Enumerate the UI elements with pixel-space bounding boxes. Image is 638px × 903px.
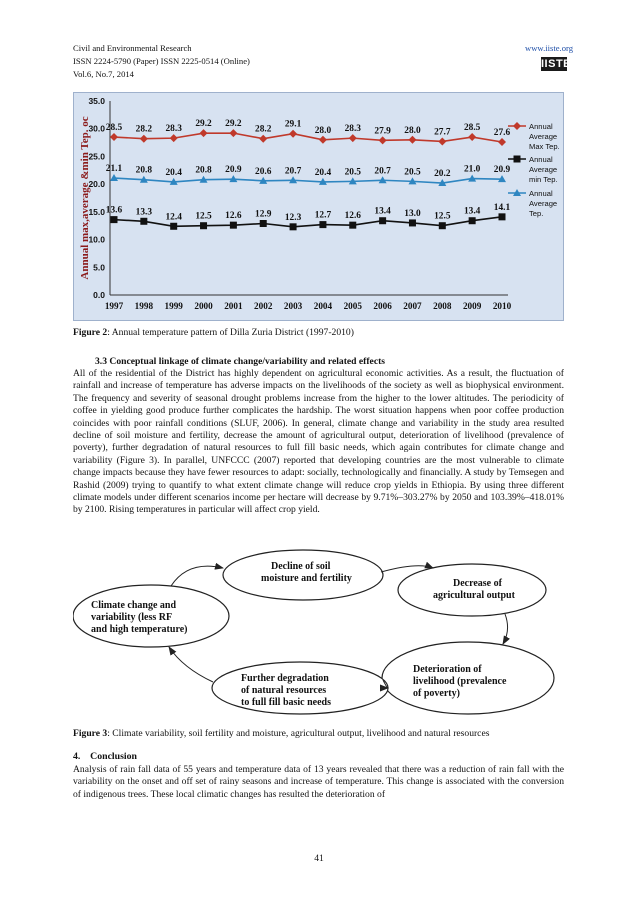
- data-label: 27.7: [434, 127, 451, 138]
- x-tick-label: 2004: [313, 301, 333, 311]
- node-climate-line-1: Climate change and: [91, 600, 176, 611]
- data-label: 27.6: [493, 128, 511, 139]
- series-2-point: [319, 221, 326, 228]
- data-label: 28.3: [165, 124, 182, 135]
- x-tick-label: 2005: [343, 301, 362, 311]
- x-tick-label: 2000: [194, 301, 213, 311]
- node-degradation-line-3: to full fill basic needs: [241, 697, 332, 708]
- conclusion-number: 4.: [73, 751, 81, 762]
- data-label: 12.9: [255, 209, 272, 220]
- figure-3-label: Figure 3: [73, 728, 108, 739]
- data-label: 13.6: [105, 205, 123, 216]
- series-2-point: [290, 223, 297, 230]
- journal-issn: ISSN 2224-5790 (Paper) ISSN 2225-0514 (Online): [73, 56, 250, 66]
- node-decrease-line-2: agricultural output: [433, 590, 515, 601]
- data-label: 20.4: [314, 167, 332, 178]
- y-tick-label: 30.0: [88, 123, 105, 134]
- legend-text-3: Tep.: [529, 209, 544, 218]
- journal-volume: Vol.6, No.7, 2014: [73, 69, 134, 79]
- x-tick-label: 2007: [403, 301, 422, 311]
- y-tick-label: 10.0: [88, 234, 105, 245]
- x-tick-label: 2008: [433, 301, 452, 311]
- journal-url-link[interactable]: www.iiste.org: [525, 43, 573, 53]
- data-label: 28.5: [463, 123, 481, 134]
- data-label: 12.4: [165, 212, 182, 223]
- data-label: 28.0: [314, 125, 332, 136]
- legend-text-2: Annual: [529, 155, 553, 164]
- series-1-point: [140, 135, 148, 143]
- node-deterioration-line-1: Deterioration of: [413, 664, 482, 675]
- data-label: 28.5: [105, 123, 123, 134]
- data-label: 20.7: [284, 166, 302, 177]
- arrow-climate-to-decline: [171, 566, 223, 586]
- conclusion-paragraph: Analysis of rain fall data of 55 years and temperature data of 13 years revealed that there was a reduction of rain fall with the variability on the onset and off set of rainy seasons and increase of temperature. This change is associated with the conversion of indigenous trees. These local climatic changes has resulted the deterioration of: [73, 764, 564, 800]
- data-label: 28.2: [255, 124, 272, 135]
- series-1-point: [438, 137, 446, 145]
- x-tick-label: 2010: [492, 301, 512, 311]
- legend-text-2: min Tep.: [529, 175, 558, 184]
- data-label: 29.1: [284, 119, 302, 130]
- data-label: 20.4: [165, 167, 182, 178]
- x-tick-label: 2009: [462, 301, 482, 311]
- data-label: 12.6: [344, 211, 361, 222]
- data-label: 20.7: [374, 166, 391, 177]
- data-label: 28.2: [135, 124, 153, 135]
- data-label: 20.5: [404, 167, 421, 178]
- arrow-degradation-to-climate: [169, 647, 213, 682]
- series-2-point: [469, 217, 476, 224]
- node-degradation-line-1: Further degradation: [241, 673, 329, 684]
- series-2-point: [200, 222, 207, 229]
- temperature-chart: [73, 92, 564, 321]
- series-2-point: [409, 219, 416, 226]
- data-label: 21.0: [463, 164, 481, 175]
- paragraph-1: All of the residential of the District has highly dependent on agricultural economic activities. As a result, the fluctuation of rainfall and increase of temperature has adverse impacts on the livelihoods of the society as well as biophysical environment. The frequency and severity of seasonal drought problems increase from the higher to the lower altitudes. The periodicity of coffee in yielding good produce further complicates the hardship. The worst situation happens when poor coffee production coincides with poor rainfall conditions (SLUF, 2006). In general, climate change and variability in the study area resulted decline of soil moisture and fertility, decrease the amount of agricultural output, deterioration of livelihood (prevalence of poverty), further degradation of natural resources to full fill basic needs, which again contributes for climate change and variability (Figure 3). In parallel, UNFCCC (2007) reported that developing countries are the most vulnerable to climate change impacts because they have fewer resources to adapt: socially, technologically and financially. A study by Temsegen and Rashid (2009) trying to quantify to what extent climate change will reduce crop yields in Ethiopia. By using three different climate models under different scenarios income per hectare will decrease by 9.71%–303.27% by 2050 and 103.39%–418.01% by 2100. Rising temperatures in particular will affect crop yield.: [73, 368, 564, 516]
- series-1-point: [200, 129, 208, 137]
- data-label: 12.5: [195, 211, 212, 222]
- series-2-point: [260, 220, 267, 227]
- data-label: 13.3: [135, 207, 153, 218]
- y-tick-label: 5.0: [93, 262, 105, 273]
- series-1-point: [229, 129, 237, 137]
- node-decline-line-1: Decline of soil: [271, 561, 331, 572]
- series-1-point: [468, 133, 476, 141]
- node-degradation-line-2: of natural resources: [241, 685, 327, 696]
- legend-marker-2: [514, 156, 521, 163]
- data-label: 29.2: [225, 119, 242, 130]
- legend-text-3: Average: [529, 199, 558, 208]
- node-deterioration-line-3: of poverty): [413, 688, 460, 699]
- climate-linkage-diagram-svg: [73, 548, 564, 716]
- data-label: 13.0: [404, 208, 421, 219]
- series-2-point: [140, 218, 147, 225]
- data-label: 20.2: [434, 169, 451, 180]
- journal-name: Civil and Environmental Research: [73, 43, 192, 53]
- figure-2-caption: [73, 327, 354, 339]
- series-2-point: [439, 222, 446, 229]
- y-tick-label: 25.0: [88, 151, 105, 162]
- data-label: 20.6: [255, 166, 272, 177]
- data-label: 20.5: [344, 167, 361, 178]
- data-label: 28.0: [404, 125, 421, 136]
- series-1-point: [408, 136, 416, 144]
- data-label: 12.6: [225, 211, 242, 222]
- series-1-point: [289, 130, 297, 138]
- section-3-3-title: 3.3 Conceptual linkage of climate change/variability and related effects: [95, 356, 386, 367]
- series-2-point: [170, 223, 177, 230]
- data-label: 20.9: [493, 165, 511, 176]
- data-label: 13.4: [374, 206, 391, 217]
- x-tick-label: 2001: [224, 301, 243, 311]
- x-tick-label: 2003: [283, 301, 303, 311]
- node-climate-line-2: variability (less RF: [91, 612, 173, 623]
- series-1-point: [170, 134, 178, 142]
- y-tick-label: 0.0: [93, 290, 105, 300]
- figure-3-caption-text: : Climate variability, soil fertility and moisture, agricultural output, livelihood and natural resources: [107, 728, 490, 739]
- figure-2-caption-text: : Annual temperature pattern of Dilla Zuria District (1997-2010): [107, 327, 354, 338]
- legend-text-2: Average: [529, 165, 558, 174]
- data-label: 20.9: [225, 165, 242, 176]
- series-1-point: [319, 136, 327, 144]
- legend-text-1: Average: [529, 132, 558, 141]
- series-1-point: [110, 133, 118, 141]
- figure-2-label: Figure 2: [73, 327, 108, 338]
- series-2-point: [230, 222, 237, 229]
- conclusion-heading: [73, 751, 137, 763]
- data-label: 13.4: [463, 206, 481, 217]
- node-decline-line-2: moisture and fertility: [261, 573, 352, 584]
- series-2-point: [499, 213, 506, 220]
- legend-text-1: Max Tep.: [529, 142, 560, 151]
- series-1-point: [498, 138, 506, 146]
- series-2-point: [111, 216, 118, 223]
- data-label: 27.9: [374, 126, 391, 137]
- data-label: 21.1: [105, 164, 123, 175]
- data-label: 28.3: [344, 124, 361, 135]
- y-tick-label: 20.0: [88, 179, 105, 190]
- data-label: 20.8: [135, 165, 153, 176]
- data-label: 12.3: [284, 212, 302, 223]
- figure-3-caption: [73, 728, 489, 740]
- legend-marker-1: [513, 122, 521, 130]
- arrow-decrease-to-deterioration: [503, 614, 508, 644]
- data-label: 20.8: [195, 165, 212, 176]
- x-tick-label: 2002: [254, 301, 273, 311]
- data-label: 12.5: [434, 211, 451, 222]
- x-tick-label: 2006: [373, 301, 392, 311]
- y-tick-label: 15.0: [88, 206, 105, 217]
- data-label: 14.1: [493, 202, 511, 213]
- series-2-point: [379, 217, 386, 224]
- node-climate-line-3: and high temperature): [91, 624, 188, 635]
- node-decrease-line-1: Decrease of: [453, 578, 502, 589]
- x-tick-label: 1999: [164, 301, 183, 311]
- node-deterioration-line-2: livelihood (prevalence: [413, 676, 507, 687]
- climate-linkage-diagram: [73, 548, 564, 716]
- series-2-point: [349, 222, 356, 229]
- data-label: 12.7: [314, 210, 332, 221]
- series-1-point: [379, 136, 387, 144]
- legend-text-1: Annual: [529, 122, 553, 131]
- series-1-point: [259, 135, 267, 143]
- legend-text-3: Annual: [529, 189, 553, 198]
- journal-header: [73, 42, 573, 81]
- x-tick-label: 1997: [104, 301, 124, 311]
- series-1-point: [349, 134, 357, 142]
- y-axis-label: Annual max,average &min Tep. oc: [79, 116, 91, 280]
- y-tick-label: 35.0: [88, 96, 105, 106]
- page-number: 41: [314, 853, 324, 864]
- data-label: 29.2: [195, 119, 212, 130]
- iiste-logo: IISTE: [541, 58, 572, 70]
- x-tick-label: 1998: [134, 301, 154, 311]
- temperature-chart-svg: [74, 93, 565, 322]
- conclusion-title: Conclusion: [90, 751, 137, 762]
